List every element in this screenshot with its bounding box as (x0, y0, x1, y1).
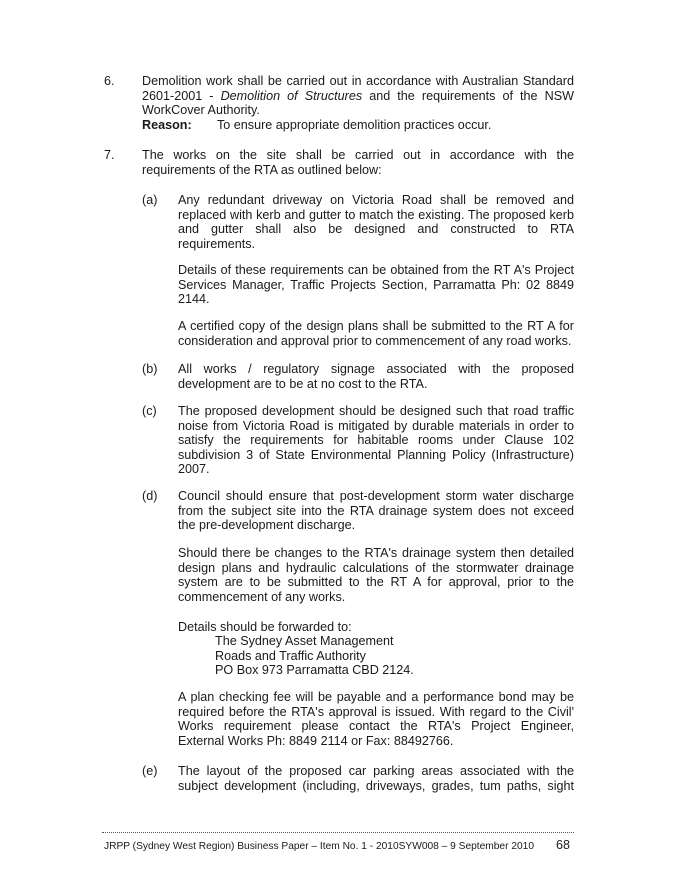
forward-label: Details should be forwarded to: (178, 620, 352, 634)
item-6-number: 6. (104, 74, 115, 88)
item-6-reason (142, 118, 192, 133)
item-7e-line-2: subject development (including, driveways, grades, tum paths, sight (178, 779, 574, 793)
address-line: The Sydney Asset Management (215, 634, 394, 648)
standard-title: Demolition of Structures (220, 88, 363, 103)
item-7e-label: (e) (142, 764, 158, 778)
forwarding-address (215, 634, 414, 678)
item-7a-paragraph-3: A certified copy of the design plans shall be submitted to the RT A for consideration and approval prior to commencement of any road works. (178, 319, 574, 348)
item-7a-paragraph-1: Any redundant driveway on Victoria Road shall be removed and replaced with kerb and gutter to match the existing. The proposed kerb and gutter shall also be designed and constructed to RTA requirements. (178, 193, 574, 251)
item-6-text (142, 74, 574, 118)
footer-divider (102, 832, 574, 833)
item-7d-paragraph-3: A plan checking fee will be payable and a performance bond may be required before the RTA's approval is issued. With regard to the Civil' Works requirement please contact the RTA's Project Engineer, External Works Ph: 8849 2114 or Fax: 88492766. (178, 690, 574, 748)
footer-text: JRPP (Sydney West Region) Business Paper – Item No. 1 - 2010SYW008 – 9 September 2010 (104, 841, 534, 852)
reason-label: Reason: (142, 118, 192, 132)
item-7e-line-1: The layout of the proposed car parking areas associated with the (178, 764, 574, 778)
item-7c-paragraph-1: The proposed development should be designed such that road traffic noise from Victoria Road is mitigated by durable materials in order to satisfy the requirements for habitable rooms under Clause 102 subdivision 3 of State Environmental Planning Policy (Infrastructure) 2007. (178, 404, 574, 477)
address-line: PO Box 973 Parramatta CBD 2124. (215, 663, 414, 678)
item-7d-paragraph-2: Should there be changes to the RTA's drainage system then detailed design plans and hydraulic calculations of the stormwater drainage system are to be submitted to the RT A for approval, prior to the commencement of any works. (178, 546, 574, 604)
item-6-text-b: and the requirements of the NSW WorkCover Authority. (142, 88, 574, 118)
address-line: Roads and Traffic Authority (215, 648, 366, 663)
page-number: 68 (556, 838, 571, 852)
item-6-reason-text: To ensure appropriate demolition practices occur. (217, 118, 492, 132)
item-7c-label: (c) (142, 404, 157, 418)
item-7d-label: (d) (142, 489, 158, 503)
item-7d-paragraph-1: Council should ensure that post-development storm water discharge from the subject site into the RTA drainage system does not exceed the pre-development discharge. (178, 489, 574, 533)
item-6-text-a: Demolition work shall be carried out in accordance with Australian Standard 2601-2001 - (142, 74, 574, 103)
item-7a-paragraph-2: Details of these requirements can be obtained from the RT A's Project Services Manager, Traffic Projects Section, Parramatta Ph: 02 8849 2144. (178, 263, 574, 307)
item-7-number: 7. (104, 148, 115, 162)
item-7-intro: The works on the site shall be carried out in accordance with the requirements of the RTA as outlined below: (142, 148, 574, 177)
item-7b-label: (b) (142, 362, 158, 376)
item-7b-paragraph-1: All works / regulatory signage associated with the proposed development are to be at no cost to the RTA. (178, 362, 574, 391)
item-7a-label: (a) (142, 193, 158, 207)
